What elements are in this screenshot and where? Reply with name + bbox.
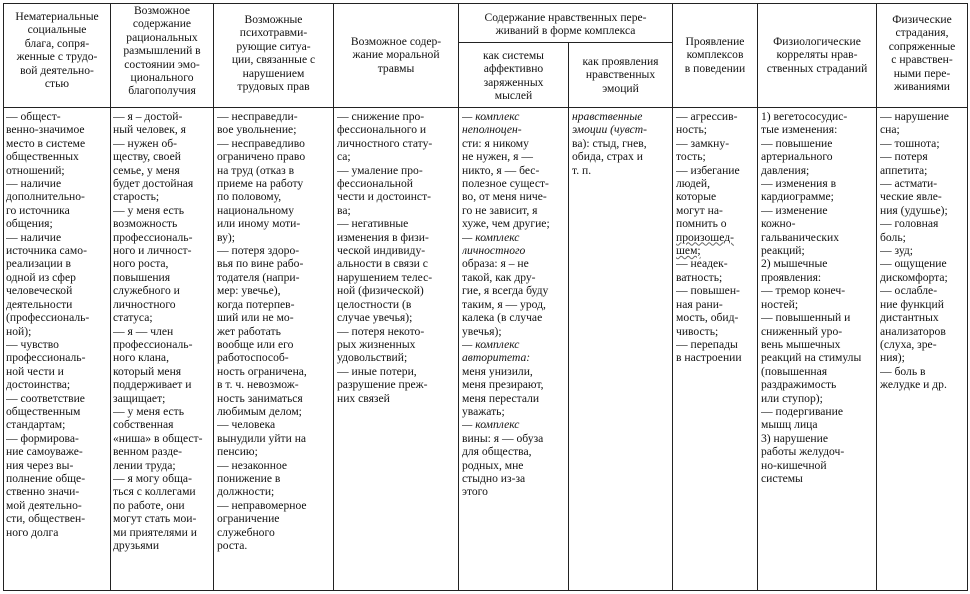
text-line: тость; [676,150,706,164]
header-line: женные с трудо- [16,50,98,64]
text-line: чивость; [676,324,719,338]
text-line: — повышен- [676,284,740,298]
cell-affective-thoughts [462,110,568,499]
header-physical-suffering [877,13,967,93]
text-line: — потеря [880,150,928,164]
text-line: — потеря здоро- [217,244,300,258]
text-line: эмоции (чувст- [572,123,647,137]
text-line: место в системе [6,136,86,150]
text-line: го источника [6,203,70,217]
text-line: национальному [217,203,294,217]
cell-physical-suffering [880,110,967,392]
text-line: полезное сущест- [462,177,549,191]
text-line: сти, обществен- [6,512,86,526]
header-line: живаниями [894,80,950,94]
header-line: мыслей [494,89,533,103]
header-line: трудовых прав [237,80,310,94]
text-line: — нарушение [880,110,949,123]
text-line: будет достойная [113,177,194,191]
text-line: мер: увечье), [217,284,281,298]
text-line: ной чести и [6,364,64,378]
text-line: дистантных [880,311,939,325]
header-line: вой деятельно- [20,63,94,77]
text-line: ного и личност- [113,244,192,258]
header-line: с нравствен- [891,53,953,67]
text-line: роста. [217,539,248,552]
text-line: — чувство [6,337,59,351]
text-line: мость, обид- [676,311,739,325]
text-line: ограничено право [217,150,306,164]
text-line: работоспособ- [217,351,289,365]
text-line: или ступор); [761,391,823,405]
text-line: личностного [113,297,176,311]
text-line: — человека [217,418,276,432]
text-line: ми приятелями и [113,525,197,539]
text-line: неполноцен- [462,123,522,137]
header-moral-emotions [569,55,672,95]
text-line: — астмати- [880,177,938,191]
text-line: — иные потери, [337,364,417,378]
text-line: ший или не мо- [217,311,294,325]
column-divider [568,42,569,591]
text-line: ния через вы- [6,458,74,472]
text-line: старость; [113,190,160,204]
text-line: — общест- [6,110,61,123]
text-line: таким, я — урод, [462,297,546,311]
header-line: как проявления [582,55,659,68]
text-line: помнить о [676,217,727,231]
text-line: по работе, они [113,498,185,512]
header-line: ции, связанные с [231,53,316,67]
text-line: — наличие [6,230,62,244]
text-line: — подергивание [761,404,843,418]
text-line: ность ограничена, [217,364,307,378]
text-line: — замкну- [676,136,730,150]
text-line: лении труда; [113,458,176,472]
cell-traumatic-situations [217,110,333,552]
text-line: раздражимость [761,378,837,392]
column-divider [672,3,673,591]
text-line: (профессиональ- [6,311,90,325]
column-divider [333,3,334,591]
text-line: реакций на стимулы [761,351,862,365]
header-line: в поведении [684,61,746,75]
text-line: общественным [6,404,81,418]
text-line: 3) нарушение [761,431,828,445]
text-line: тые изменения: [761,123,838,137]
text-line: мой деятельно- [6,498,82,512]
text-line: — ощущение [880,257,947,271]
text-line: ная рани- [676,297,723,311]
header-line: содержание [132,17,192,31]
text-line: кожно- [761,217,796,231]
text-line: служебного и [113,284,180,298]
text-line: ние самоуваже- [6,445,83,459]
text-line: — нужен об- [113,136,178,150]
text-line: са; [337,150,351,164]
text-line: поддерживает и [113,378,192,392]
text-line: ность заниматься [217,391,303,405]
text-line: во, от меня ниче- [462,190,547,204]
text-line: увечья); [462,324,502,338]
text-line: — снижение про- [337,110,425,123]
header-line: стью [44,77,70,91]
text-line: авторитета: [462,351,531,365]
text-line: сниженный уро- [761,324,843,338]
header-line: заряженных [483,75,544,89]
column-divider [757,3,758,591]
text-line: возможность [113,217,178,231]
text-line: не нужен, я — [462,150,533,164]
header-line: Возможное [133,4,191,17]
text-line: анализаторов [880,324,946,338]
cell-nonmaterial-goods [6,110,110,539]
text-line: хуже, чем другие; [462,217,550,231]
text-line: ный человек, я [113,123,186,137]
header-affective-thoughts [459,49,568,103]
header-line: живаний в форме комплекса [495,24,636,38]
text-line: — избегание [676,163,740,177]
text-line: — комплекс [462,337,520,351]
header-line: Проявление [685,35,745,48]
text-line: ного роста, [113,257,169,271]
text-line: нравственные [572,110,643,123]
cell-behavior [676,110,757,365]
header-line: нравственных [585,68,656,82]
text-line: сна; [880,123,900,137]
text-line: случае увечья); [337,311,413,325]
text-line: аппетита; [880,163,928,177]
text-line: — комплекс [462,418,520,432]
text-line: ться с коллегами [113,485,196,499]
text-line: 1) вегетососудис- [761,110,848,123]
header-line: ционального [130,71,194,85]
text-line: могут на- [676,203,723,217]
text-line: — потеря некото- [337,324,425,338]
text-line: на труд (отказ в [217,163,295,177]
text-line: системы [761,471,803,485]
header-rational-thoughts [111,4,213,98]
text-line: изменения в физи- [337,230,429,244]
text-line: (повышенная [761,364,828,378]
text-line: — негативные [337,217,409,231]
header-line: Физиологические [773,35,861,48]
table-border [3,3,4,591]
text-line: достоинства; [6,378,71,392]
text-line: стандартам; [6,418,66,432]
text-line: реализации в [6,257,72,271]
text-line: профессиональ- [6,351,86,365]
text-line: — повышение [761,136,833,150]
text-line: личностного [462,244,526,258]
cell-physiological [761,110,876,485]
text-line: меня перестали [462,391,540,405]
text-line: вое увольнение; [217,123,297,137]
text-line: 2) мышечные [761,257,828,271]
cell-rational-thoughts [113,110,213,552]
text-line: (слуха, зре- [880,337,937,351]
text-line: реакций; [761,244,805,258]
text-line: — наличие [6,177,62,191]
text-line: личностного стату- [337,136,433,150]
header-line: благополучия [128,84,196,98]
text-line: вья по вине рабо- [217,257,304,271]
text-line: венном разде- [113,445,182,459]
text-line: меня унизили, [462,364,533,378]
text-line: артериального [761,150,833,164]
text-line: целостности (в [337,297,412,311]
text-line: ву); [217,230,235,244]
text-line: них связей [337,391,390,405]
text-line: отношений; [6,163,65,177]
text-line: — перепады [676,337,738,351]
header-line: Физические [892,13,952,26]
header-line: нарушением [242,66,305,80]
text-line: тодателя (напри- [217,270,300,284]
text-line: меня презирают, [462,378,544,392]
text-line: — я – достой- [113,110,183,123]
text-line: — изменения в [761,177,837,191]
header-line: рациональных [126,30,198,44]
text-line: «ниша» в общест- [113,431,203,445]
text-line: ватность; [676,270,723,284]
text-line: т. п. [572,163,592,177]
text-line: гальванических [761,230,839,244]
text-line: семье, у меня [113,163,180,177]
text-line: го не зависит, я [462,203,538,217]
text-line: — ослабле- [880,284,938,298]
text-line: когда потерпев- [217,297,295,311]
header-line: размышлений в [123,44,201,58]
text-line: пенсию; [217,445,258,459]
header-line: социальные [27,23,87,37]
text-line: повышения [113,270,171,284]
header-behavior [673,35,757,75]
text-line: — агрессив- [676,110,738,123]
text-line: — боль в [880,364,926,378]
text-line: произошед- [676,230,734,244]
text-line: ния (удушье); [880,203,948,217]
text-line: — тремор конеч- [761,284,846,298]
text-line: — соответствие [6,391,85,405]
text-line: — несправедливо [217,136,305,150]
text-line: или иному моти- [217,217,301,231]
text-line: друзьями [113,539,160,552]
text-line: ния); [880,351,905,365]
text-line: — незаконное [217,458,288,472]
text-line: ние функций [880,297,944,311]
text-line: ной); [6,324,32,338]
text-line: никто, я — бес- [462,163,540,177]
header-moral-experiences [459,11,672,38]
text-line: по половому, [217,190,282,204]
text-line: — повышенный и [761,311,851,325]
text-line: шем; [676,244,701,258]
row-divider [3,107,968,108]
text-line: сти: я никому [462,136,529,150]
text-line: который меня [113,364,182,378]
text-line: ограничение [217,512,280,526]
text-line: общения; [6,217,53,231]
text-line: полнение обще- [6,471,86,485]
text-line: нарушением телес- [337,270,433,284]
text-line: вины: я — обуза [462,431,544,445]
table-border [3,590,968,591]
text-line: удовольствий; [337,351,408,365]
header-line: психотравми- [239,26,308,40]
header-line: как системы [483,49,544,62]
text-line: желудке и др. [880,378,947,392]
header-line: Возможные [244,13,303,26]
text-line: — зуд; [880,244,914,258]
text-line: этого [462,485,488,499]
text-line: ной (физической) [337,284,424,298]
text-line: общественных [6,150,79,164]
text-line: рых жизненных [337,337,416,351]
text-line: альности в связи с [337,257,428,271]
text-line: ческой индивиду- [337,244,426,258]
text-line: приеме на работу [217,177,304,191]
text-line: ного долга [6,525,59,539]
text-line: родных, мне [462,458,524,472]
text-line: понижение в [217,471,281,485]
text-line: вообще или его [217,337,294,351]
text-line: обида, страх и [572,150,643,164]
header-line: комплексов [686,48,744,62]
text-line: — тошнота; [880,136,940,150]
header-line: Нематериальные [15,10,99,23]
text-line: но-кишечной [761,458,827,472]
text-line: служебного [217,525,275,539]
header-line: травмы [377,61,415,75]
text-line: источника само- [6,244,87,258]
text-line: в т. ч. невозмож- [217,378,299,392]
text-line: — я могу обща- [113,471,192,485]
text-line: — я — член [113,324,174,338]
header-nonmaterial-goods [4,10,110,90]
text-line: собственная [113,418,174,432]
header-line: страдания, [895,26,949,40]
header-line: состоянии эмо- [124,57,200,71]
text-line: уважать; [462,404,505,418]
text-line: чести и достоинст- [337,190,432,204]
header-line: жание моральной [352,48,440,62]
text-line: одной из сфер [6,270,76,284]
header-physiological [758,35,876,75]
text-line: калека (в случае [462,311,543,325]
text-line: — неправомерное [217,498,307,512]
text-line: мышц лица [761,418,818,432]
cell-moral-trauma [337,110,458,405]
table-border [967,3,968,591]
text-line: могут стать мои- [113,512,197,526]
text-line: должности; [217,485,275,499]
header-line: сопряженные [888,39,956,53]
header-line: Возможное содер- [350,35,442,48]
text-line: работы желудоч- [761,445,845,459]
text-line: защищает; [113,391,166,405]
text-line: ва; [337,203,351,217]
text-line: фессионального и [337,123,427,137]
text-line: профессиональ- [113,230,193,244]
header-traumatic-situations [214,13,333,93]
header-line: аффективно [483,62,544,76]
text-line: проявления: [761,270,822,284]
text-line: статуса; [113,311,153,325]
header-line: блага, сопря- [24,36,90,50]
text-line: ного клана, [113,351,169,365]
text-line: — несправедли- [217,110,298,123]
text-line: в настроении [676,351,742,365]
text-line: — комплекс [462,110,520,123]
text-line: — умаление про- [337,163,423,177]
row-divider [458,42,672,43]
text-line: ственно значи- [6,485,80,499]
text-line: ность; [676,123,708,137]
text-line: — неадек- [676,257,728,271]
header-line: ственных страданий [766,61,868,75]
text-line: профессиональ- [113,337,193,351]
text-line: — головная [880,217,939,231]
header-line: корреляты нрав- [776,48,858,62]
text-line: которые [676,190,717,204]
text-line: фессиональной [337,177,413,191]
text-line: кардиограмме; [761,190,834,204]
text-line: — формирова- [6,431,79,445]
text-line: — у меня есть [113,203,185,217]
text-line: вынудили уйти на [217,431,307,445]
cell-moral-emotions [572,110,672,177]
text-line: людей, [676,177,711,191]
text-line: для общества, [462,445,532,459]
text-line: ческие явле- [880,190,942,204]
text-line: разрушение преж- [337,378,428,392]
text-line: такой, как дру- [462,270,536,284]
text-line: — комплекс [462,230,520,244]
header-line: Содержание нравственных пере- [484,11,647,24]
text-line: давления; [761,163,810,177]
text-line: боль; [880,230,906,244]
text-line: — у меня есть [113,404,185,418]
text-line: ностей; [761,297,799,311]
text-line: дискомфорта; [880,270,948,284]
text-line: стыдно из-за [462,471,526,485]
text-line: ществу, своей [113,150,181,164]
text-line: образа: я – не [462,257,529,271]
text-line: жет работать [217,324,281,338]
text-line: человеческой [6,284,73,298]
text-line: деятельности [6,297,73,311]
header-line: ными пере- [893,66,951,80]
header-line: рующие ситуа- [236,39,311,53]
header-line: эмоций [602,81,639,95]
text-line: — изменение [761,203,828,217]
text-line: ва): стыд, гнев, [572,136,647,150]
text-line: любимым делом; [217,404,302,418]
text-line: вень мышечных [761,337,841,351]
header-moral-trauma [334,35,458,75]
text-line: дополнительно- [6,190,85,204]
text-line: гие, я всегда буду [462,284,549,298]
text-line: венно-значимое [6,123,85,137]
